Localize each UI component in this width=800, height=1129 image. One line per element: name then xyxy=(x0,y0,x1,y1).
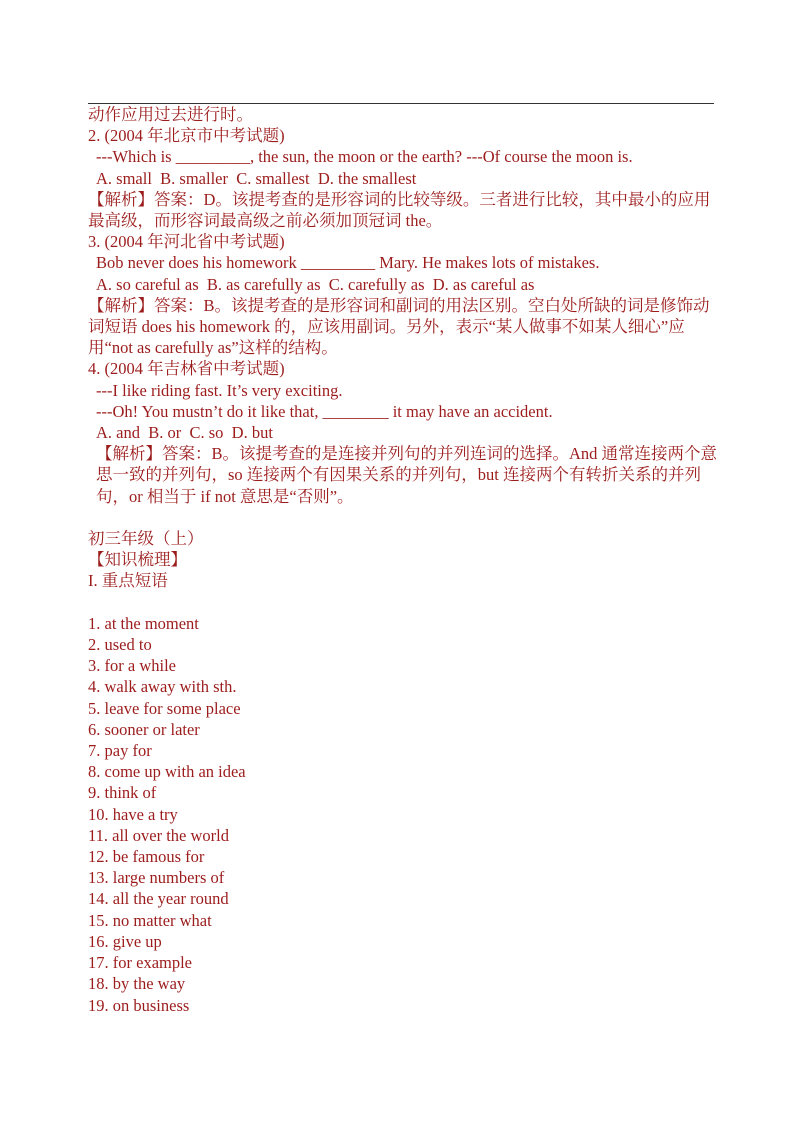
q2-options: A. small B. smaller C. smallest D. the smallest xyxy=(96,168,417,188)
phrase-item: 11. all over the world xyxy=(88,825,229,845)
phrase-item: 16. give up xyxy=(88,931,162,951)
phrase-item: 14. all the year round xyxy=(88,889,229,909)
phrase-item: 17. for example xyxy=(88,953,193,973)
q4-analysis: 【解析】答案：B。该提考查的是连接并列句的并列连词的选择。And 通常连接两个意思一致的并列句，so 连接两个有因果关系的并列句，but 连接两个有转折关系的并列句，or 相当于 if not 意思是“否则”。 xyxy=(96,444,718,506)
grade-heading: 初三年级（上） xyxy=(88,529,204,549)
q3-options: A. so careful as B. as carefully as C. carefully as D. as careful as xyxy=(96,274,535,294)
q1-tail: 动作应用过去进行时。 xyxy=(88,105,253,124)
phrase-item: 6. sooner or later xyxy=(88,719,200,739)
phrase-item: 18. by the way xyxy=(88,974,186,994)
phrase-item: 5. leave for some place xyxy=(88,698,241,718)
knowledge-heading: 【知识梳理】 xyxy=(88,550,187,570)
phrase-item: 19. on business xyxy=(88,995,190,1015)
q2-analysis: 【解析】答案：D。该提考查的是形容词的比较等级。三者进行比较，其中最小的应用最高级，而形容词最高级之前必须加顶冠词 the。 xyxy=(88,189,711,231)
q4-options: A. and B. or C. so D. but xyxy=(96,423,273,443)
q4-header: 4. (2004 年吉林省中考试题) xyxy=(88,359,285,379)
phrase-list xyxy=(88,613,718,1016)
document-body xyxy=(88,104,718,1016)
q4-line1: ---I like riding fast. It’s very exciting. xyxy=(96,380,343,400)
q2-header: 2. (2004 年北京市中考试题) xyxy=(88,126,285,146)
phrase-item: 7. pay for xyxy=(88,741,152,761)
phrase-item: 4. walk away with sth. xyxy=(88,677,237,697)
phrase-item: 1. at the moment xyxy=(88,613,199,633)
q2-question: ---Which is _________, the sun, the moon or the earth? ---Of course the moon is. xyxy=(96,147,633,167)
phrase-item: 3. for a while xyxy=(88,656,176,676)
phrase-item: 2. used to xyxy=(88,635,152,655)
q3-question: Bob never does his homework _________ Mary. He makes lots of mistakes. xyxy=(96,253,600,273)
q3-header: 3. (2004 年河北省中考试题) xyxy=(88,232,285,252)
spacer xyxy=(88,507,718,528)
phrase-item: 12. be famous for xyxy=(88,847,205,867)
phrases-subtitle: I. 重点短语 xyxy=(88,571,168,591)
q3-analysis: 【解析】答案：B。该提考查的是形容词和副词的用法区别。空白处所缺的词是修饰动词短语 does his homework 的，应该用副词。另外，表示“某人做事不如某人细心”应用“not as carefully as”这样的结构。 xyxy=(88,295,710,358)
phrase-item: 15. no matter what xyxy=(88,910,212,930)
phrase-item: 8. come up with an idea xyxy=(88,762,246,782)
spacer xyxy=(88,592,718,613)
phrase-item: 9. think of xyxy=(88,783,157,803)
q4-line2: ---Oh! You mustn’t do it like that, ________ it may have an accident. xyxy=(96,401,553,421)
phrase-item: 13. large numbers of xyxy=(88,868,225,888)
phrase-item: 10. have a try xyxy=(88,804,178,824)
